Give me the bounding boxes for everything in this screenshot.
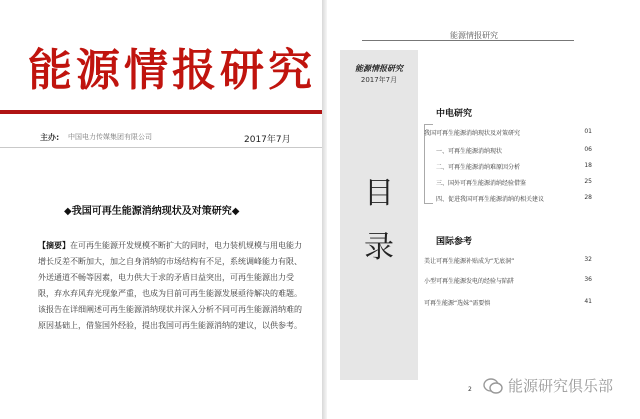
toc-page-number: 32 bbox=[584, 256, 592, 263]
toc-page-number: 41 bbox=[584, 298, 592, 305]
toc-entry[interactable]: 我国可再生能源消纳现状及对策研究 bbox=[424, 130, 521, 137]
sidebar-journal-name: 能源情报研究 bbox=[355, 64, 403, 73]
toc-heading-mu: 目 bbox=[364, 176, 394, 211]
section-title: 国际参考 bbox=[436, 237, 473, 247]
masthead: 能源情报研究 bbox=[28, 45, 316, 96]
abstract bbox=[38, 238, 302, 334]
toc-entry[interactable]: 美让可再生能源补贴成为“无底洞” bbox=[424, 258, 515, 265]
header-divider bbox=[0, 147, 322, 148]
running-header: 能源情报研究 bbox=[450, 31, 498, 40]
page-number: 2 bbox=[468, 386, 472, 393]
toc-sidebar bbox=[340, 50, 418, 380]
abstract-text: 在可再生能源开发规模不断扩大的同时，电力装机规模与用电能力增长反差不断加大，加之自身消纳的市场结构有不足，系统调峰能力有限、外送通道不畅等因素，电力供大于求的矛盾日益突出，可再生能源出力受限，弃水弃风弃光现象严重，也成为目前可再生能源发展亟待解决的难题。该报告在详细阐述可再生能源消纳现状并深入分析不同可再生能源消纳难的原因基础上，借鉴国外经验，提出我国可再生能源消纳的建议，以供参考。 bbox=[38, 241, 302, 330]
host-label: 主办: bbox=[40, 133, 60, 142]
toc-entry[interactable]: 二、可再生能源消纳难原因分析 bbox=[436, 164, 521, 171]
toc-page-number: 01 bbox=[584, 128, 592, 135]
section-title: 中电研究 bbox=[436, 109, 473, 119]
host-name: 中国电力传媒集团有限公司 bbox=[68, 133, 152, 141]
toc-page-number: 28 bbox=[584, 194, 592, 201]
header-rule bbox=[362, 40, 574, 41]
toc-entry[interactable]: 三、国外可再生能源消纳经验借鉴 bbox=[436, 180, 527, 187]
toc-page-number: 18 bbox=[584, 162, 592, 169]
sidebar-date: 2017年7月 bbox=[360, 76, 398, 84]
wechat-icon bbox=[483, 377, 503, 395]
masthead-rule bbox=[0, 110, 322, 114]
watermark-text: 能源研究俱乐部 bbox=[508, 377, 614, 395]
toc-page-number: 36 bbox=[584, 276, 592, 283]
toc-entry[interactable]: 可再生能源“选妹”需要慎 bbox=[424, 300, 491, 307]
report-title: ◆我国可再生能源消纳现状及对策研究◆ bbox=[64, 206, 240, 217]
toc-page-number: 25 bbox=[584, 178, 592, 185]
toc-page-number: 06 bbox=[584, 146, 592, 153]
abstract-label: 【摘要】 bbox=[38, 241, 70, 250]
toc-entry[interactable]: 一、可再生能源消纳现状 bbox=[436, 148, 503, 155]
toc-entry[interactable]: 小型可再生能源发电的经验与陷阱 bbox=[424, 278, 515, 285]
toc-entry[interactable]: 四、促进我国可再生能源消纳的相关建议 bbox=[436, 196, 545, 203]
toc-heading-lu: 录 bbox=[364, 230, 394, 265]
issue-date: 2017年7月 bbox=[244, 135, 291, 145]
